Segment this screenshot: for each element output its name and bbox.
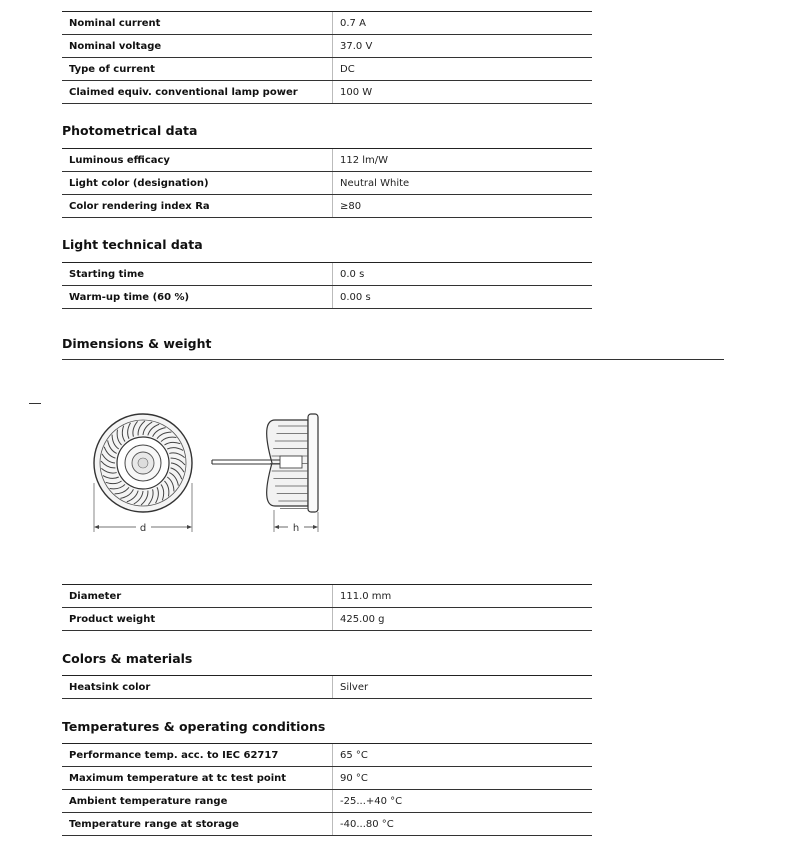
section-divider <box>62 359 724 360</box>
row-label: Heatsink color <box>69 681 151 693</box>
dimension-label-h: h <box>292 523 300 534</box>
table-row <box>62 195 592 218</box>
row-value: 37.0 V <box>332 35 592 57</box>
electrical-data-table <box>62 11 592 104</box>
row-label: Warm-up time (60 %) <box>69 291 190 303</box>
section-heading-dimensions: Dimensions & weight <box>62 336 212 351</box>
table-row <box>62 767 592 790</box>
row-value: 111.0 mm <box>332 585 592 607</box>
margin-dash <box>29 403 41 404</box>
section-heading-temperatures: Temperatures & operating conditions <box>62 719 326 734</box>
table-row <box>62 12 592 35</box>
row-label: Claimed equiv. conventional lamp power <box>69 86 298 98</box>
row-value: 0.00 s <box>332 286 592 308</box>
row-label: Diameter <box>69 590 122 602</box>
light-technical-data-table <box>62 262 592 309</box>
dimensions-data-table <box>62 584 592 631</box>
table-row <box>62 35 592 58</box>
row-label: Luminous efficacy <box>69 154 170 166</box>
colors-data-table <box>62 675 592 699</box>
table-row <box>62 58 592 81</box>
row-label: Product weight <box>69 613 156 625</box>
row-label: Performance temp. acc. to IEC 62717 <box>69 749 279 761</box>
row-value: 112 lm/W <box>332 149 592 171</box>
row-label: Nominal current <box>69 17 161 29</box>
section-heading-photometrical: Photometrical data <box>62 123 198 138</box>
table-row <box>62 813 592 836</box>
row-value: 0.7 A <box>332 12 592 34</box>
row-label: Maximum temperature at tc test point <box>69 772 287 784</box>
row-value: ≥80 <box>332 195 592 217</box>
temperatures-data-table <box>62 743 592 836</box>
dimension-label-d: d <box>139 523 147 534</box>
row-value: 0.0 s <box>332 263 592 285</box>
table-row <box>62 608 592 631</box>
table-row <box>62 149 592 172</box>
row-label: Type of current <box>69 63 155 75</box>
table-row <box>62 676 592 699</box>
section-heading-light-technical: Light technical data <box>62 237 203 252</box>
table-row <box>62 286 592 309</box>
row-label: Nominal voltage <box>69 40 162 52</box>
row-value: 65 °C <box>332 744 592 766</box>
row-value: 425.00 g <box>332 608 592 630</box>
table-row <box>62 263 592 286</box>
led-module-front-view-icon <box>94 414 192 512</box>
row-value: -40...80 °C <box>332 813 592 835</box>
row-label: Temperature range at storage <box>69 818 239 830</box>
row-value: -25...+40 °C <box>332 790 592 812</box>
led-module-side-view-icon <box>212 414 318 512</box>
photometrical-data-table <box>62 148 592 218</box>
row-value: Silver <box>332 676 592 698</box>
row-label: Starting time <box>69 268 145 280</box>
row-label: Color rendering index Ra <box>69 200 210 212</box>
row-value: DC <box>332 58 592 80</box>
table-row <box>62 172 592 195</box>
row-value: 100 W <box>332 81 592 103</box>
row-value: 90 °C <box>332 767 592 789</box>
row-label: Ambient temperature range <box>69 795 228 807</box>
table-row <box>62 585 592 608</box>
table-row <box>62 790 592 813</box>
dimension-drawing <box>80 400 350 540</box>
row-value: Neutral White <box>332 172 592 194</box>
section-heading-colors: Colors & materials <box>62 651 193 666</box>
row-label: Light color (designation) <box>69 177 209 189</box>
table-row <box>62 744 592 767</box>
table-row <box>62 81 592 104</box>
